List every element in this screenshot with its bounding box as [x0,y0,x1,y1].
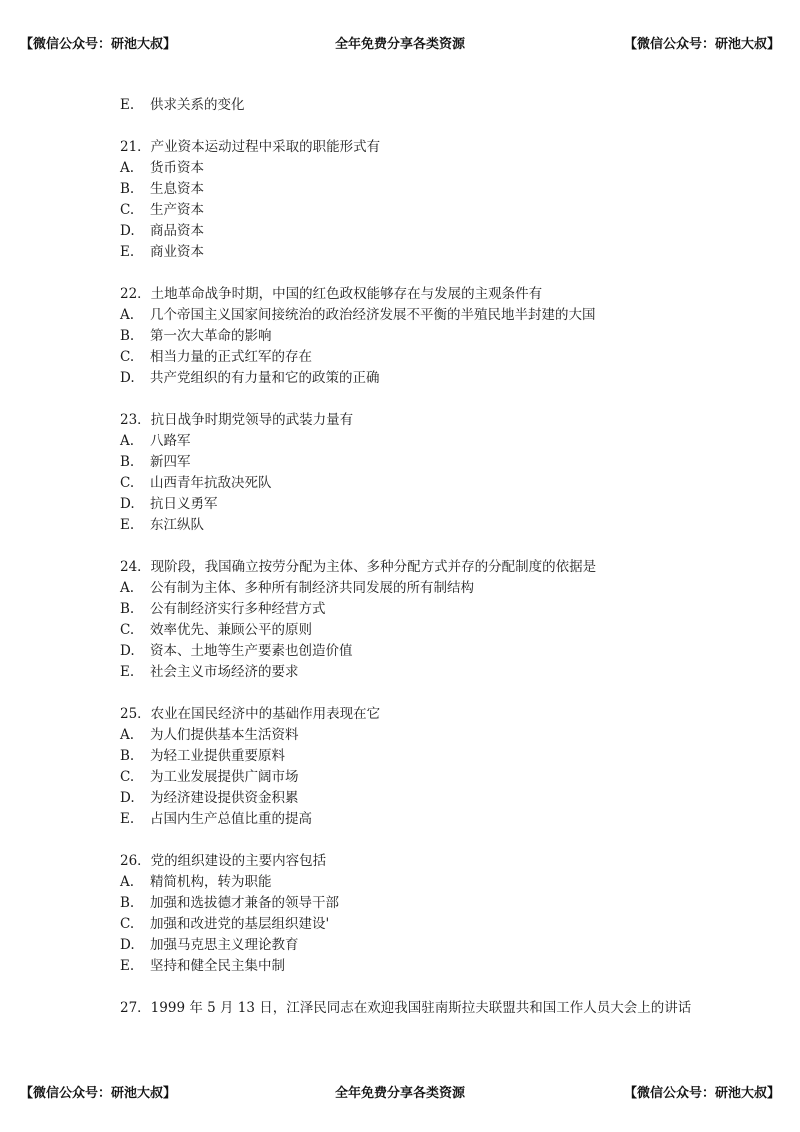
option-text: 社会主义市场经济的要求 [150,664,299,680]
option-item [120,515,740,536]
option-item [120,242,740,263]
option-item [120,641,740,662]
question-title: 23．抗日战争时期党领导的武装力量有 [120,412,354,428]
option-letter: D. [120,496,135,512]
option-letter: D. [120,790,135,806]
option-letter: C. [120,769,135,785]
option-item [120,347,740,368]
option-text: 为轻工业提供重要原料 [150,748,285,764]
option-letter: B. [120,601,135,617]
option-item [120,914,740,935]
option-text: 第一次大革命的影响 [150,328,272,344]
option-letter: C. [120,916,135,932]
question-title: 24．现阶段，我国确立按劳分配为主体、多种分配方式并存的分配制度的依据是 [120,559,597,575]
option-letter: A. [120,580,135,596]
header-left-text: 【微信公众号：研池大叔】 [20,37,177,52]
footer-right-text: 【微信公众号：研池大叔】 [623,1086,780,1101]
option-text: 八路军 [150,433,191,449]
option-text: 加强和改进党的基层组织建设' [150,916,330,932]
option-text: 坚持和健全民主集中制 [150,958,285,974]
option-item [120,200,740,221]
option-item [120,662,740,683]
option-letter: D. [120,370,135,386]
question-block [120,137,740,263]
option-text: 货币资本 [150,160,204,176]
option-letter: A. [120,160,135,176]
option-text: 新四军 [150,454,191,470]
option-item [120,620,740,641]
option-item [120,809,740,830]
option-text: 抗日义勇军 [150,496,218,512]
option-text: 商业资本 [150,244,204,260]
option-text: 占国内生产总值比重的提高 [150,811,312,827]
question-block [120,284,740,389]
option-letter: D. [120,643,135,659]
option-letter: E. [120,811,135,827]
document-body [120,95,740,1040]
option-text: 几个帝国主义国家间接统治的政治经济发展不平衡的半殖民地半封建的大国 [150,307,596,323]
option-letter: C. [120,622,135,638]
question-title: 21．产业资本运动过程中采取的职能形式有 [120,139,381,155]
option-text: 生息资本 [150,181,204,197]
option-item [120,473,740,494]
option-text: 加强马克思主义理论教育 [150,937,299,953]
option-text: 效率优先、兼顾公平的原则 [150,622,312,638]
option-letter: C. [120,475,135,491]
option-letter: E. [120,664,135,680]
option-item [120,767,740,788]
option-letter: B. [120,895,135,911]
option-item [120,746,740,767]
page-header [0,33,800,55]
option-text: 山西青年抗敌决死队 [150,475,272,491]
option-letter: E. [120,517,135,533]
option-letter: B. [120,328,135,344]
carryover-option-block [120,95,740,116]
option-letter: B. [120,748,135,764]
question-block [120,557,740,683]
option-letter: B. [120,454,135,470]
option-item [120,158,740,179]
option-item [120,935,740,956]
option-item [120,494,740,515]
footer-left-text: 【微信公众号：研池大叔】 [20,1086,177,1101]
option-item [120,788,740,809]
option-item [120,95,740,116]
option-text: 为经济建设提供资金积累 [150,790,299,806]
option-item [120,305,740,326]
question-block [120,851,740,977]
question-block [120,998,740,1019]
option-item [120,872,740,893]
option-item [120,599,740,620]
option-item [120,431,740,452]
option-text: 共产党组织的有力量和它的政策的正确 [150,370,380,386]
option-text: 商品资本 [150,223,204,239]
footer-center-text: 全年免费分享各类资源 [334,1086,465,1101]
option-item [120,893,740,914]
option-text: 东江纵队 [150,517,204,533]
question-list [120,137,740,1019]
option-letter: B. [120,181,135,197]
option-item [120,956,740,977]
option-item [120,221,740,242]
question-block [120,410,740,536]
option-letter: E. [120,97,135,113]
option-item [120,725,740,746]
option-text: 相当力量的正式红军的存在 [150,349,312,365]
option-letter: A. [120,433,135,449]
option-text: 公有制经济实行多种经营方式 [150,601,326,617]
option-item [120,452,740,473]
option-item [120,326,740,347]
option-text: 供求关系的变化 [150,97,245,113]
option-item [120,578,740,599]
option-letter: D. [120,937,135,953]
option-text: 为人们提供基本生活资料 [150,727,299,743]
option-letter: E. [120,958,135,974]
question-block [120,704,740,830]
question-title: 26．党的组织建设的主要内容包括 [120,853,327,869]
option-letter: C. [120,202,135,218]
option-letter: C. [120,349,135,365]
option-text: 为工业发展提供广阔市场 [150,769,299,785]
page-footer [0,1082,800,1104]
option-letter: A. [120,307,135,323]
option-letter: A. [120,727,135,743]
option-item [120,368,740,389]
option-letter: D. [120,223,135,239]
option-text: 加强和选拔德才兼备的领导干部 [150,895,339,911]
option-letter: E. [120,244,135,260]
option-text: 精简机构，转为职能 [150,874,272,890]
option-letter: A. [120,874,135,890]
option-text: 公有制为主体、多种所有制经济共同发展的所有制结构 [150,580,474,596]
question-title: 25．农业在国民经济中的基础作用表现在它 [120,706,381,722]
question-title: 27．1999 年 5 月 13 日，江泽民同志在欢迎我国驻南斯拉夫联盟共和国工作人员大会上的讲话 [120,1000,692,1016]
question-title: 22．土地革命战争时期，中国的红色政权能够存在与发展的主观条件有 [120,286,543,302]
option-text: 生产资本 [150,202,204,218]
header-center-text: 全年免费分享各类资源 [334,37,465,52]
header-right-text: 【微信公众号：研池大叔】 [623,37,780,52]
option-text: 资本、土地等生产要素也创造价值 [150,643,353,659]
option-item [120,179,740,200]
